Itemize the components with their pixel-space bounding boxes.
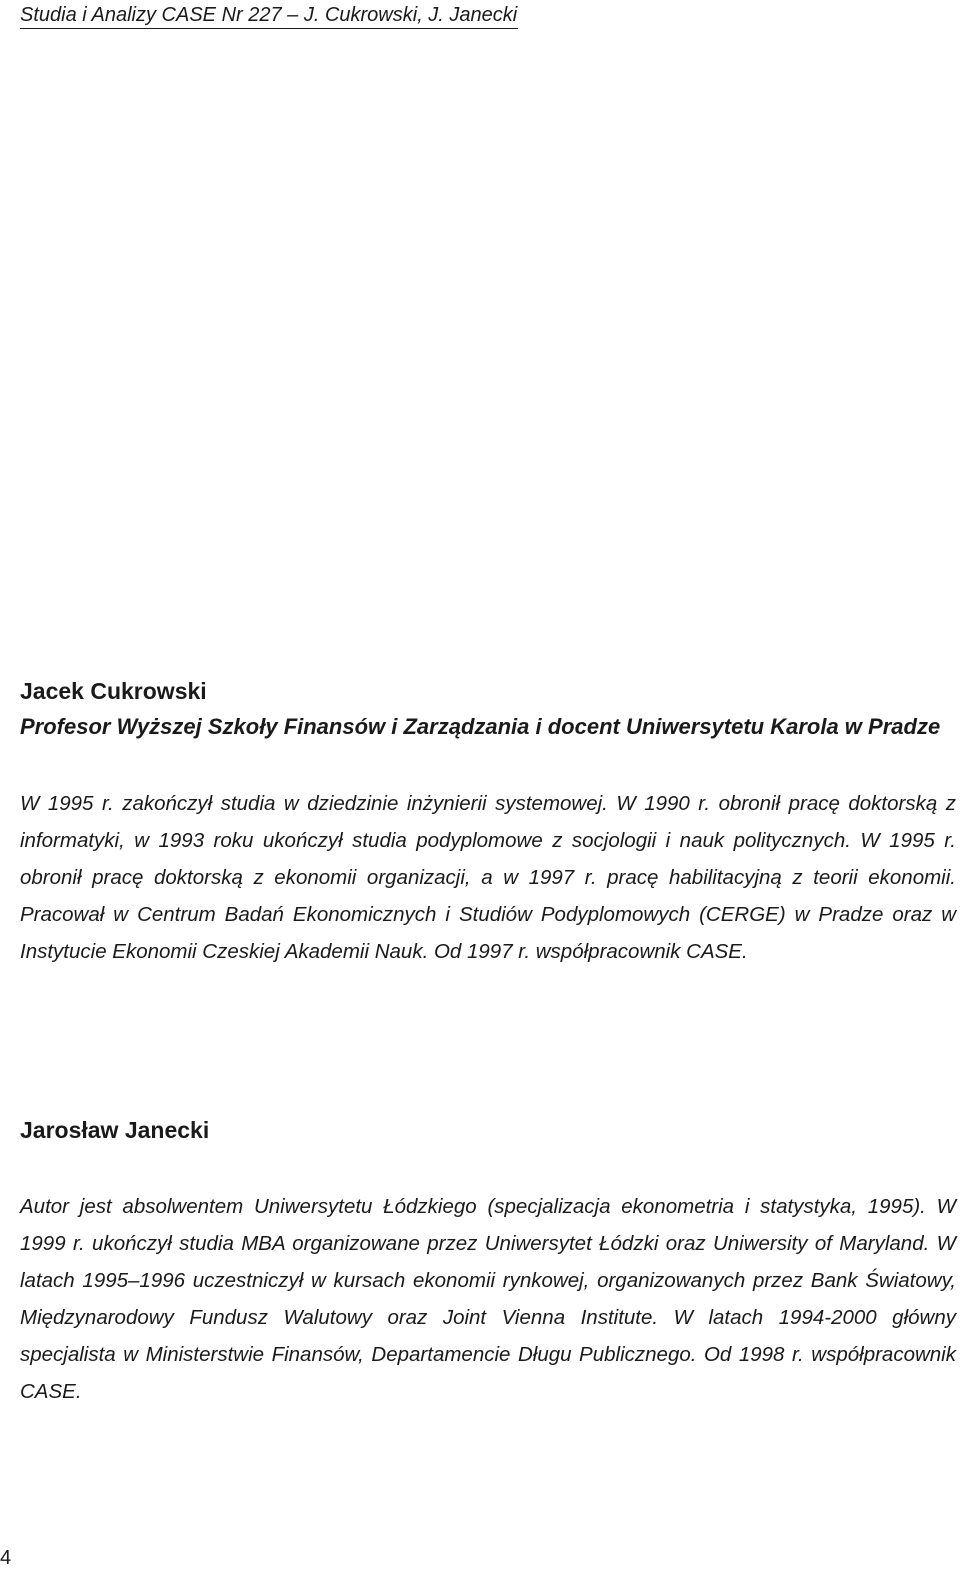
author-bio-text: W 1995 r. zakończył studia w dziedzinie inżynierii systemowej. W 1990 r. obronił pracę doktorską z informatyki, w 1993 roku ukończył studia podyplomowe z socjologii i nauk politycznych. W 1995 r. obronił pracę doktorską z ekonomii organizacji, a w 1997 r. pracę habilitacyjną z teorii ekonomii. Pracował w Centrum Badań Ekonomicznych i Studiów Podyplomowych (CERGE) w Pradze oraz w Instytucie Ekonomii Czeskiej Akademii Nauk. Od 1997 r. współpracownik CASE. xyxy=(20,792,956,963)
author-bio-text: Autor jest absolwentem Uniwersytetu Łódzkiego (specjalizacja ekonometria i statystyka, 1995). W 1999 r. ukończył studia MBA organizowane przez Uniwersytet Łódzki oraz Uniwersity of Maryland. W latach 1995–1996 uczestniczył w kursach ekonomii rynkowej, organizowanych przez Bank Światowy, Międzynarodowy Fundusz Walutowy oraz Joint Vienna Institute. W latach 1994-2000 główny specjalista w Ministerstwie Finansów, Departamencie Długu Publicznego. Od 1998 r. współpracownik CASE. xyxy=(20,1195,956,1403)
running-header: Studia i Analizy CASE Nr 227 – J. Cukrowski, J. Janecki xyxy=(20,2,518,29)
page-number: 4 xyxy=(0,1547,12,1569)
author-bio-janecki xyxy=(20,1112,956,1410)
author-title: Profesor Wyższej Szkoły Finansów i Zarządzania i docent Uniwersytetu Karola w Pradze xyxy=(20,714,941,739)
author-bio-cukrowski xyxy=(20,673,956,970)
author-name: Jacek Cukrowski xyxy=(20,678,207,704)
author-name: Jarosław Janecki xyxy=(20,1117,210,1143)
